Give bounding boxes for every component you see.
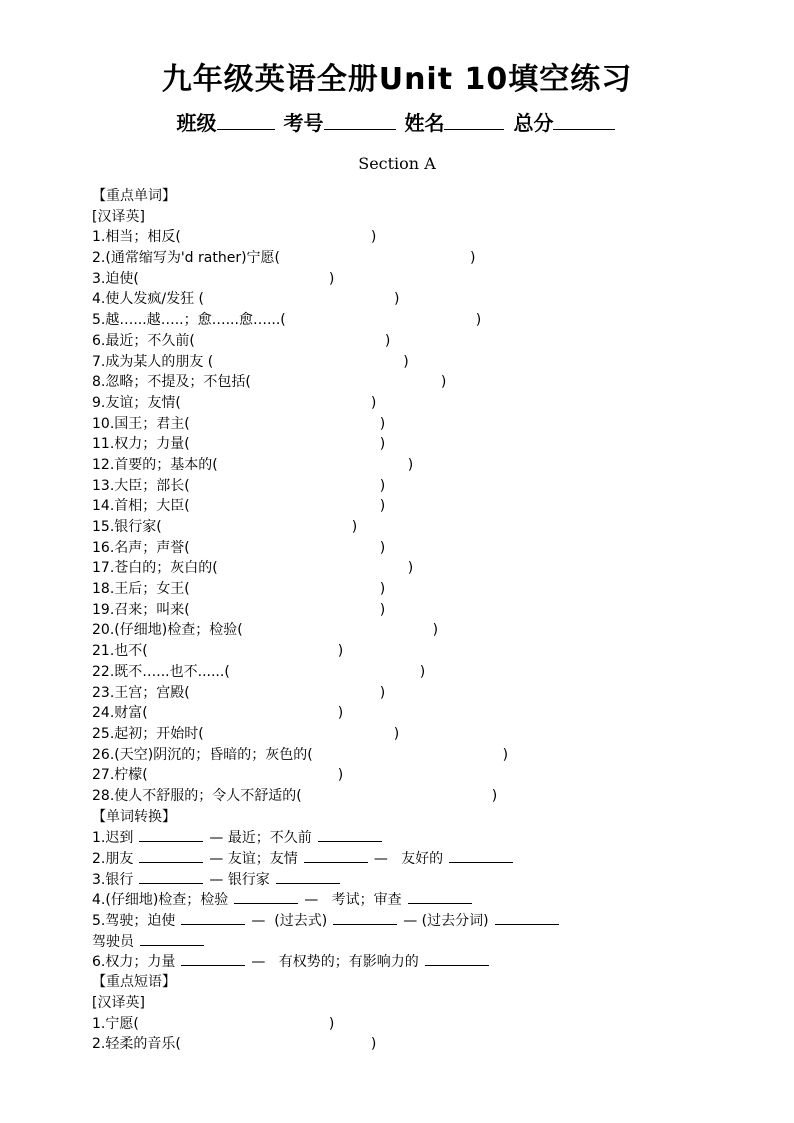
- dash: —: [209, 830, 224, 847]
- conversion-prompt: 1.迟到: [92, 830, 134, 847]
- answer-blank[interactable]: [495, 910, 559, 925]
- word-prompt: 28.使人不舒服的；令人不舒适的(: [92, 787, 302, 804]
- close-paren: ): [475, 312, 482, 329]
- close-paren: ): [393, 725, 400, 742]
- word-prompt: 19.召来；叫来(: [92, 601, 190, 618]
- close-paren: ): [407, 560, 414, 577]
- close-paren: ): [379, 477, 386, 494]
- exercise-content: [92, 186, 772, 1055]
- word-prompt: 7.成为某人的朋友 (: [92, 353, 214, 370]
- close-paren: ): [328, 1015, 335, 1032]
- word-item: [92, 745, 772, 766]
- answer-blank[interactable]: [449, 848, 513, 863]
- word-item: [92, 517, 772, 538]
- answer-blank[interactable]: [408, 889, 472, 904]
- answer-blank[interactable]: [425, 951, 489, 966]
- phrase-item: [92, 1014, 772, 1035]
- name-blank[interactable]: [444, 109, 504, 130]
- close-paren: ): [379, 581, 386, 598]
- close-paren: ): [432, 622, 439, 639]
- close-paren: ): [370, 229, 377, 246]
- word-prompt: 15.银行家(: [92, 519, 162, 535]
- close-paren: ): [379, 601, 386, 618]
- conversion-prompt: 友好的: [401, 851, 444, 867]
- word-prompt: 1.相当；相反(: [92, 229, 181, 246]
- close-paren: ): [337, 767, 344, 784]
- word-prompt: 10.国王；君主(: [92, 415, 190, 432]
- close-paren: ): [502, 746, 509, 763]
- dash: —: [403, 913, 418, 930]
- name-label: 姓名: [404, 111, 445, 135]
- word-prompt: 12.首要的；基本的(: [92, 456, 218, 473]
- word-prompt: 2.(通常缩写为'd rather)宁愿(: [92, 250, 280, 267]
- word-prompt: 3.迫使(: [92, 270, 139, 287]
- dash: —: [209, 871, 224, 888]
- word-item: [92, 310, 772, 331]
- conversion-prompt: 5.驾驶；迫使: [92, 913, 176, 930]
- word-prompt: 13.大臣；部长(: [92, 477, 190, 494]
- word-prompt: 23.王宫；宫殿(: [92, 684, 190, 701]
- word-prompt: 8.忽略；不提及；不包括(: [92, 374, 251, 391]
- dash: —: [209, 851, 224, 867]
- answer-blank[interactable]: [139, 848, 203, 863]
- phrase-prompt: 1.宁愿(: [92, 1015, 139, 1032]
- conversion-prompt: 2.朋友: [92, 851, 134, 867]
- answer-blank[interactable]: [333, 910, 397, 925]
- conversion-row: [92, 827, 772, 848]
- words-subheading: [汉译英]: [92, 208, 145, 225]
- close-paren: ): [379, 539, 386, 556]
- answer-blank[interactable]: [181, 910, 245, 925]
- word-item: [92, 352, 772, 373]
- class-blank[interactable]: [217, 109, 275, 130]
- word-item: [92, 600, 772, 621]
- conversion-heading: 【单词转换】: [92, 808, 176, 825]
- section-heading: Section A: [358, 154, 436, 173]
- student-info-row: [0, 108, 794, 138]
- word-prompt: 24.财富(: [92, 705, 148, 722]
- word-item: [92, 620, 772, 641]
- word-item: [92, 227, 772, 248]
- score-blank[interactable]: [553, 109, 615, 130]
- word-prompt: 4.使人发疯/发狂 (: [92, 291, 204, 308]
- close-paren: ): [440, 374, 447, 391]
- word-prompt: 26.(天空)阴沉的；昏暗的；灰色的(: [92, 746, 313, 763]
- word-prompt: 5.越…...越…..；愈…...愈…...(: [92, 312, 286, 329]
- word-item: [92, 496, 772, 517]
- word-item: [92, 372, 772, 393]
- dash: —: [304, 892, 319, 909]
- answer-blank[interactable]: [276, 869, 340, 884]
- word-prompt: 22.既不…...也不......(: [92, 663, 230, 680]
- close-paren: ): [328, 270, 335, 287]
- word-item: [92, 393, 772, 414]
- conversion-prompt: 有权势的；有影响力的: [278, 954, 419, 971]
- answer-blank[interactable]: [140, 931, 204, 946]
- word-prompt: 14.首相；大臣(: [92, 498, 190, 515]
- answer-blank[interactable]: [139, 827, 203, 842]
- close-paren: ): [370, 1036, 377, 1053]
- conversion-prompt: 6.权力；力量: [92, 954, 176, 971]
- close-paren: ): [379, 684, 386, 701]
- word-item: [92, 662, 772, 683]
- word-item: [92, 683, 772, 704]
- close-paren: ): [337, 643, 344, 660]
- word-item: [92, 579, 772, 600]
- word-prompt: 27.柠檬(: [92, 767, 148, 784]
- number-label: 考号: [283, 111, 324, 135]
- close-paren: ): [370, 394, 377, 411]
- word-item: [92, 786, 772, 807]
- word-prompt: 9.友谊；友情(: [92, 394, 181, 411]
- close-paren: ): [470, 250, 476, 267]
- word-prompt: 21.也不(: [92, 643, 148, 660]
- word-item: [92, 724, 772, 745]
- phrase-item: [92, 1034, 772, 1055]
- word-item: [92, 414, 772, 435]
- score-label: 总分: [513, 111, 554, 135]
- word-item: [92, 765, 772, 786]
- close-paren: ): [419, 663, 426, 680]
- conversion-row: [92, 910, 772, 931]
- conversion-prompt: 考试；审查: [331, 892, 402, 909]
- word-prompt: 18.王后；女王(: [92, 581, 190, 598]
- word-item: [92, 476, 772, 497]
- dash: —: [251, 913, 266, 930]
- word-item: [92, 558, 772, 579]
- word-item: [92, 434, 772, 455]
- word-prompt: 20.(仔细地)检查；检验(: [92, 622, 243, 639]
- close-paren: ): [351, 519, 358, 535]
- word-prompt: 25.起初；开始时(: [92, 725, 204, 742]
- close-paren: ): [384, 332, 391, 349]
- words-heading: 【重点单词】: [92, 188, 176, 204]
- conversion-prompt: 最近；不久前: [227, 830, 312, 847]
- class-label: 班级: [176, 111, 217, 135]
- word-prompt: 11.权力；力量(: [92, 436, 190, 453]
- close-paren: ): [394, 291, 400, 308]
- conversion-prompt: 驾驶员: [92, 933, 134, 950]
- answer-blank[interactable]: [318, 827, 382, 842]
- conversion-row: [92, 848, 772, 869]
- conversion-prompt: 4.(仔细地)检查；检验: [92, 892, 229, 909]
- word-item: [92, 248, 772, 269]
- word-prompt: 17.苍白的；灰白的(: [92, 560, 218, 577]
- phrase-prompt: 2.轻柔的音乐(: [92, 1036, 181, 1053]
- close-paren: ): [379, 415, 386, 432]
- conversion-prompt: (过去式): [274, 913, 328, 930]
- close-paren: ): [379, 498, 386, 515]
- close-paren: ): [337, 705, 344, 722]
- word-prompt: 16.名声；声誉(: [92, 539, 190, 556]
- phrases-heading: 【重点短语】: [92, 974, 176, 991]
- dash: —: [373, 851, 388, 867]
- word-item: [92, 703, 772, 724]
- conversion-prompt: 银行家: [227, 871, 270, 888]
- close-paren: ): [407, 456, 414, 473]
- close-paren: ): [491, 787, 498, 804]
- conversion-row: [92, 889, 772, 910]
- word-prompt: 6.最近；不久前(: [92, 332, 195, 349]
- word-item: [92, 641, 772, 662]
- conversion-row: [92, 931, 772, 952]
- number-blank[interactable]: [324, 109, 396, 130]
- word-item: [92, 289, 772, 310]
- word-item: [92, 538, 772, 559]
- conversion-prompt: (过去分词): [421, 913, 489, 930]
- answer-blank[interactable]: [234, 889, 298, 904]
- word-item: [92, 269, 772, 290]
- answer-blank[interactable]: [304, 848, 368, 863]
- word-item: [92, 331, 772, 352]
- close-paren: ): [403, 353, 409, 370]
- conversion-row: [92, 951, 772, 972]
- answer-blank[interactable]: [181, 951, 245, 966]
- conversion-row: [92, 869, 772, 890]
- dash: —: [251, 954, 266, 971]
- word-item: [92, 455, 772, 476]
- conversion-prompt: 友谊；友情: [227, 851, 298, 867]
- answer-blank[interactable]: [139, 869, 203, 884]
- phrases-subheading: [汉译英]: [92, 994, 145, 1011]
- page-title: 九年级英语全册Unit 10填空练习: [161, 62, 633, 97]
- conversion-prompt: 3.银行: [92, 871, 134, 888]
- close-paren: ): [379, 436, 386, 453]
